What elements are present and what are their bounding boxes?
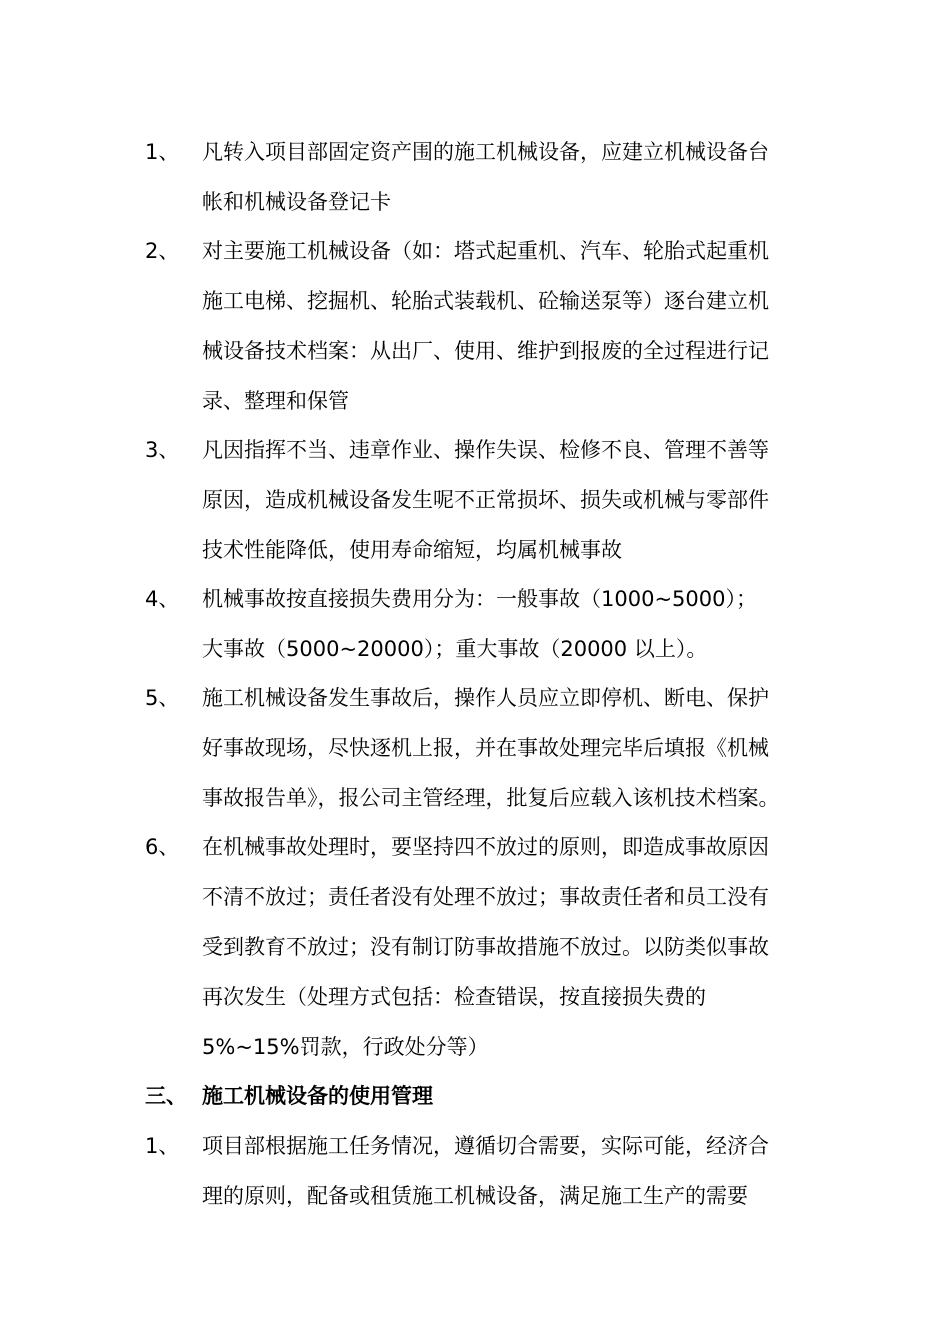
list-text-line: 凡因指挥不当、违章作业、操作失误、检修不良、管理不善等	[202, 438, 769, 462]
list-text-line: 受到教育不放过；没有制订防事故措施不放过。以防类似事故	[202, 935, 769, 959]
list-text-line: 施工机械设备发生事故后，操作人员应立即停机、断电、保护	[202, 686, 769, 710]
list-text-line: 凡转入项目部固定资产围的施工机械设备，应建立机械设备台	[202, 140, 769, 164]
list-number: 3、	[145, 438, 180, 462]
list-text-line: 理的原则，配备或租赁施工机械设备，满足施工生产的需要	[202, 1184, 748, 1208]
list-number: 1、	[145, 140, 180, 164]
list-text-line: 好事故现场，尽快逐机上报，并在事故处理完毕后填报《机械	[202, 736, 769, 760]
list-text-line: 在机械事故处理时，要坚持四不放过的原则，即造成事故原因	[202, 835, 769, 859]
list-number: 4、	[145, 587, 180, 611]
list-text-line: 对主要施工机械设备（如：塔式起重机、汽车、轮胎式起重机	[202, 239, 769, 263]
list-text-line: 再次发生（处理方式包括：检查错误，按直接损失费的	[202, 985, 706, 1009]
section-number: 三、	[145, 1084, 187, 1108]
list-number: 1、	[145, 1134, 180, 1158]
list-text-line: 施工电梯、挖掘机、轮胎式装载机、砼输送泵等）逐台建立机	[202, 289, 769, 313]
section-title: 施工机械设备的使用管理	[202, 1084, 433, 1108]
list-text-line: 项目部根据施工任务情况，遵循切合需要，实际可能，经济合	[202, 1134, 769, 1158]
list-text-line: 大事故（5000~20000）；重大事故（20000 以上）。	[202, 637, 708, 661]
list-text-line: 械设备技术档案：从出厂、使用、维护到报废的全过程进行记	[202, 339, 769, 363]
list-text-line: 事故报告单》，报公司主管经理，批复后应载入该机技术档案。	[202, 786, 780, 810]
list-text-line: 帐和机械设备登记卡	[202, 190, 391, 214]
list-text-line: 技术性能降低，使用寿命缩短，均属机械事故	[202, 538, 622, 562]
list-text-line: 5%~15%罚款，行政处分等）	[202, 1035, 489, 1059]
list-text-line: 不清不放过；责任者没有处理不放过；事故责任者和员工没有	[202, 885, 769, 909]
list-number: 5、	[145, 686, 180, 710]
list-number: 2、	[145, 239, 180, 263]
list-text-line: 原因，造成机械设备发生呢不正常损坏、损失或机械与零部件	[202, 488, 769, 512]
list-text-line: 机械事故按直接损失费用分为：一般事故（1000~5000）；	[202, 587, 757, 611]
list-number: 6、	[145, 835, 180, 859]
list-text-line: 录、整理和保管	[202, 389, 349, 413]
